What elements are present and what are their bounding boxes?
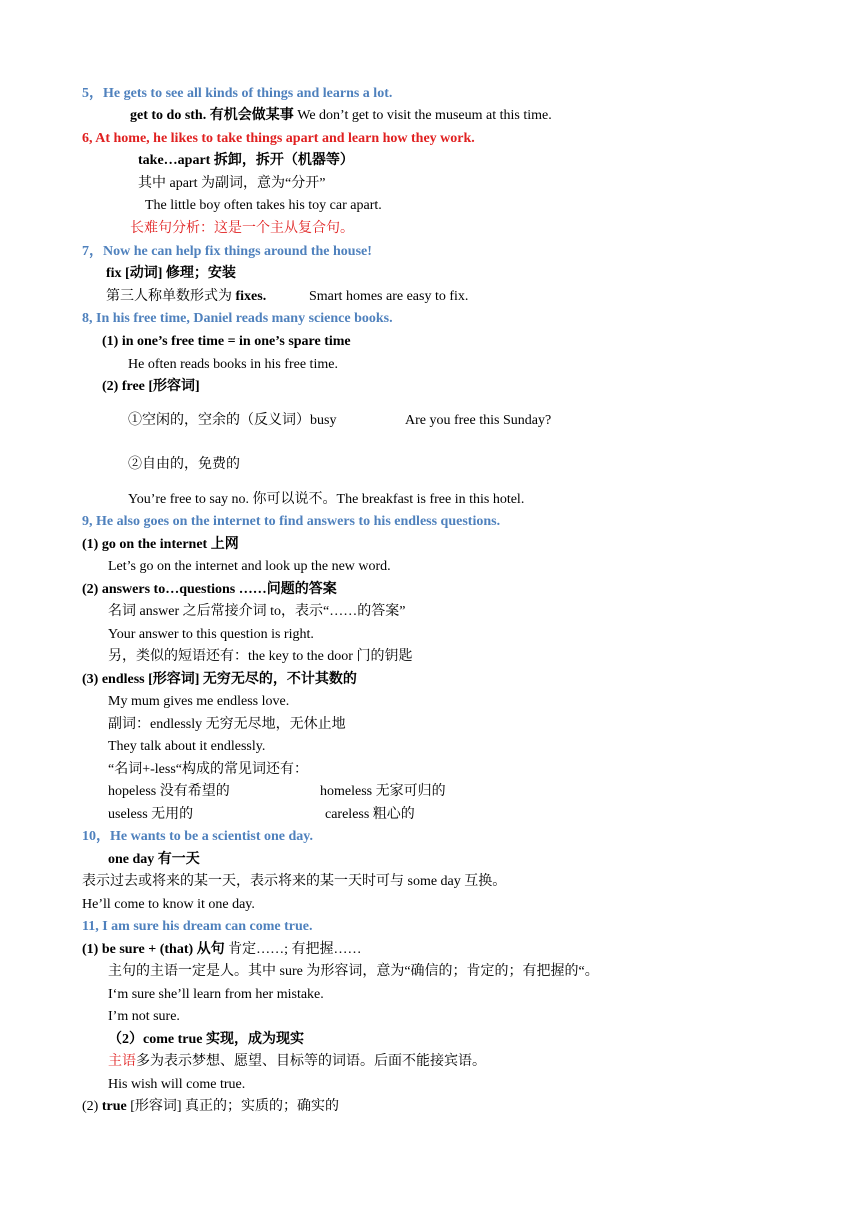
phrase-come-true: （2）come true 实现，成为现实 bbox=[108, 1032, 304, 1047]
example-sentence: He’ll come to know it one day. bbox=[82, 897, 255, 912]
section-8-heading: 8, In his free time, Daniel reads many science books. bbox=[82, 311, 393, 326]
phrase-get-to-do bbox=[130, 107, 552, 125]
note-less: “名词+-less“构成的常见词还有： bbox=[108, 762, 308, 777]
section-11-heading: 11, I am sure his dream can come true. bbox=[82, 919, 313, 934]
item-number: (2) bbox=[82, 1099, 102, 1114]
word-true bbox=[82, 1098, 339, 1116]
note-text: 多为表示梦想、愿望、目标等的词语。后面不能接宾语。 bbox=[136, 1054, 486, 1069]
example-sentence: Are you free this Sunday? bbox=[405, 413, 552, 428]
note-text: 第三人称单数形式为 bbox=[106, 289, 236, 304]
phrase-term: get to do sth. 有机会做某事 bbox=[130, 108, 294, 123]
word-fix: fix [动词] 修理；安装 bbox=[106, 266, 236, 281]
example-sentence: You’re free to say no. 你可以说不。The breakfast is free in this hotel. bbox=[128, 492, 525, 507]
phrase-free-time: (1) in one’s free time = in one’s spare time bbox=[102, 334, 351, 349]
note-fixes bbox=[106, 288, 266, 306]
phrase-answers-to: (2) answers to…questions ……问题的答案 bbox=[82, 582, 337, 597]
word-free: (2) free [形容词] bbox=[102, 379, 200, 394]
phrase-take-apart: take…apart 拆卸，拆开（机器等） bbox=[138, 153, 354, 168]
word-meaning: [形容词] 真正的；实质的；确实的 bbox=[126, 1099, 340, 1114]
example-sentence: The little boy often takes his toy car apart. bbox=[145, 198, 382, 213]
section-5-heading: 5，He gets to see all kinds of things and learns a lot. bbox=[82, 86, 393, 101]
word-homeless: homeless 无家可归的 bbox=[320, 784, 446, 799]
note-similar: 另，类似的短语还有：the key to the door 门的钥匙 bbox=[108, 649, 413, 664]
note-emphasis: 主语 bbox=[108, 1054, 136, 1069]
section-9-heading: 9, He also goes on the internet to find answers to his endless questions. bbox=[82, 514, 501, 529]
phrase-meaning: 肯定……; 有把握…… bbox=[224, 942, 362, 957]
example-sentence: I‘m sure she’ll learn from her mistake. bbox=[108, 987, 324, 1002]
note-one-day: 表示过去或将来的某一天，表示将来的某一天时可与 some day 互换。 bbox=[82, 874, 507, 889]
word-endless: (3) endless [形容词] 无穷无尽的，不计其数的 bbox=[82, 672, 357, 687]
sentence-analysis: 长难句分析：这是一个主从复合句。 bbox=[130, 221, 354, 236]
note-come-true bbox=[108, 1053, 486, 1071]
note-term: fixes. bbox=[235, 289, 267, 304]
example-sentence: Let’s go on the internet and look up the new word. bbox=[108, 559, 391, 574]
note-endlessly: 副词：endlessly 无穷无尽地，无休止地 bbox=[108, 717, 346, 732]
phrase-go-on-internet: (1) go on the internet 上网 bbox=[82, 537, 239, 552]
phrase-term: (1) be sure + (that) 从句 bbox=[82, 942, 225, 957]
example-sentence: I’m not sure. bbox=[108, 1009, 180, 1024]
meaning-2: ②自由的，免费的 bbox=[128, 457, 240, 472]
example-sentence: They talk about it endlessly. bbox=[108, 739, 266, 754]
example-sentence: Smart homes are easy to fix. bbox=[309, 289, 469, 304]
example-sentence: Your answer to this question is right. bbox=[108, 627, 314, 642]
meaning-1: ①空闲的，空余的（反义词）busy bbox=[128, 413, 337, 428]
section-6-heading: 6, At home, he likes to take things apart and learn how they work. bbox=[82, 131, 475, 146]
note-sure: 主句的主语一定是人。其中 sure 为形容词，意为“确信的；肯定的；有把握的“。 bbox=[108, 964, 599, 979]
word-careless: careless 粗心的 bbox=[325, 807, 415, 822]
note-apart: 其中 apart 为副词，意为“分开” bbox=[138, 176, 326, 191]
word-term: true bbox=[101, 1099, 127, 1114]
example-sentence: My mum gives me endless love. bbox=[108, 694, 290, 709]
example-sentence: His wish will come true. bbox=[108, 1077, 246, 1092]
phrase-one-day: one day 有一天 bbox=[108, 852, 200, 867]
word-hopeless: hopeless 没有希望的 bbox=[108, 784, 230, 799]
word-useless: useless 无用的 bbox=[108, 807, 194, 822]
section-7-heading: 7，Now he can help fix things around the house! bbox=[82, 244, 372, 259]
note-answer: 名词 answer 之后常接介词 to，表示“……的答案” bbox=[108, 604, 406, 619]
example-sentence: He often reads books in his free time. bbox=[128, 357, 338, 372]
example-sentence: We don’t get to visit the museum at this time. bbox=[293, 108, 552, 123]
section-10-heading: 10，He wants to be a scientist one day. bbox=[82, 829, 313, 844]
phrase-be-sure bbox=[82, 941, 362, 959]
